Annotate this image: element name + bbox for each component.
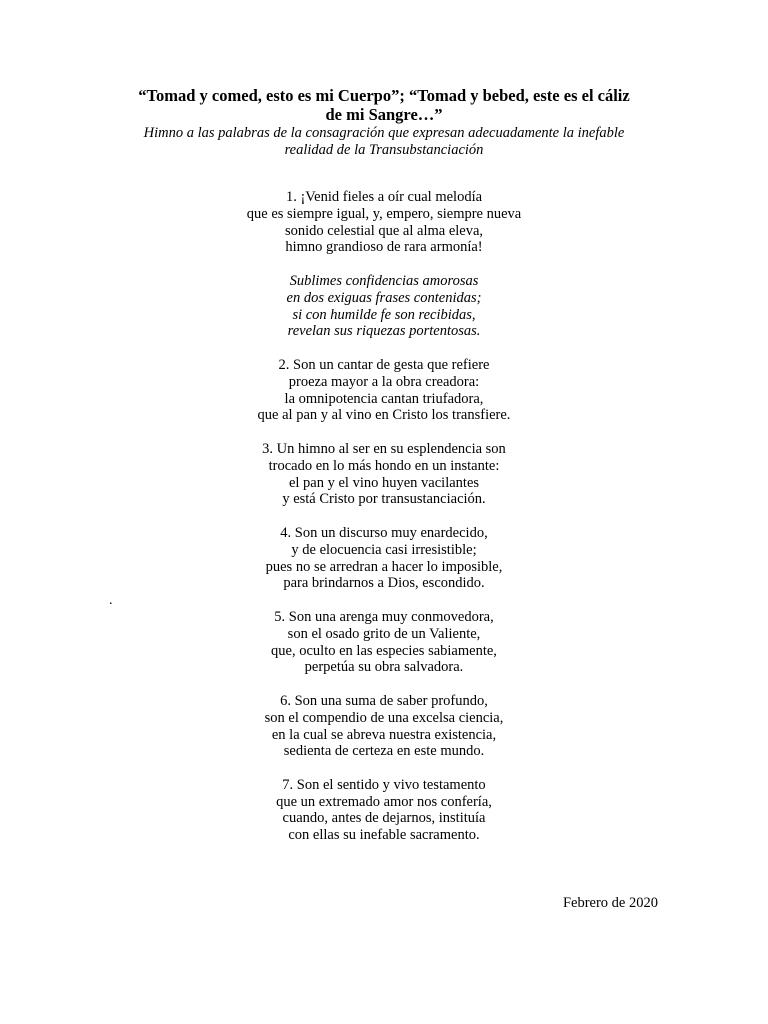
verse-line: sedienta de certeza en este mundo. (283, 743, 485, 760)
stanza-1 (100, 189, 668, 256)
verse-line: 4. Son un discurso muy enardecido, (280, 524, 488, 541)
verse-line: que es siempre igual, y, empero, siempre nueva (246, 205, 522, 222)
stanza-7 (100, 777, 668, 844)
verse-line: Sublimes confidencias amorosas (289, 272, 479, 289)
verse-line: perpetúa su obra salvadora. (304, 659, 464, 676)
verse-line: que, oculto en las especies sabiamente, (271, 642, 497, 659)
verse-line: y está Cristo por transustanciación. (282, 491, 486, 508)
verse-line: trocado en lo más hondo en un instante: (268, 457, 500, 474)
verse-line: en la cual se abreva nuestra existencia, (271, 726, 497, 743)
poem-body (100, 189, 668, 861)
stanza-refrain (100, 273, 668, 340)
stanza-6 (100, 693, 668, 760)
verse-line: 5. Son una arenga muy conmovedora, (274, 608, 494, 625)
verse-line: para brindarnos a Dios, escondido. (283, 575, 485, 592)
subtitle-line-1: Himno a las palabras de la consagración que expresan adecuadamente la inefable (143, 125, 625, 141)
verse-line: proeza mayor a la obra creadora: (288, 373, 480, 390)
verse-line: 1. ¡Venid fieles a oír cual melodía (285, 189, 483, 205)
title-line-1: “Tomad y comed, esto es mi Cuerpo”; “Tomad y bebed, este es el cáliz (138, 86, 630, 105)
stanza-3 (100, 441, 668, 508)
poem-subtitle (100, 125, 668, 159)
verse-line: 6. Son una suma de saber profundo, (280, 692, 488, 709)
verse-line: que al pan y al vino en Cristo los transfiere. (257, 407, 511, 424)
verse-line: himno grandioso de rara armonía! (285, 239, 483, 256)
verse-line: el pan y el vino huyen vacilantes (288, 474, 480, 491)
verse-line: cuando, antes de dejarnos, instituía (282, 810, 486, 827)
verse-line: 7. Son el sentido y vivo testamento (282, 776, 486, 793)
verse-line: en dos exiguas frases contenidas; (286, 289, 482, 306)
verse-line: son el compendio de una excelsa ciencia, (264, 709, 504, 726)
stray-mark: . (109, 593, 113, 608)
verse-line: sonido celestial que al alma eleva, (284, 222, 484, 239)
document-date: Febrero de 2020 (562, 895, 658, 911)
verse-line: la omnipotencia cantan triufadora, (284, 390, 484, 407)
subtitle-line-2: realidad de la Transubstanciación (284, 142, 484, 158)
verse-line: con ellas su inefable sacramento. (288, 827, 480, 844)
stanza-2 (100, 357, 668, 424)
poem-title (100, 86, 668, 124)
stanza-5 (100, 609, 668, 676)
verse-line: pues no se arredran a hacer lo imposible, (265, 558, 503, 575)
stanza-4 (100, 525, 668, 592)
verse-line: 2. Son un cantar de gesta que refiere (278, 356, 490, 373)
verse-line: 3. Un himno al ser en su esplendencia son (262, 440, 506, 457)
verse-line: son el osado grito de un Valiente, (287, 625, 481, 642)
verse-line: si con humilde fe son recibidas, (292, 306, 476, 323)
verse-line: revelan sus riquezas portentosas. (287, 323, 481, 340)
title-line-2: de mi Sangre…” (325, 105, 443, 124)
verse-line: y de elocuencia casi irresistible; (291, 541, 477, 558)
verse-line: que un extremado amor nos confería, (276, 793, 492, 810)
